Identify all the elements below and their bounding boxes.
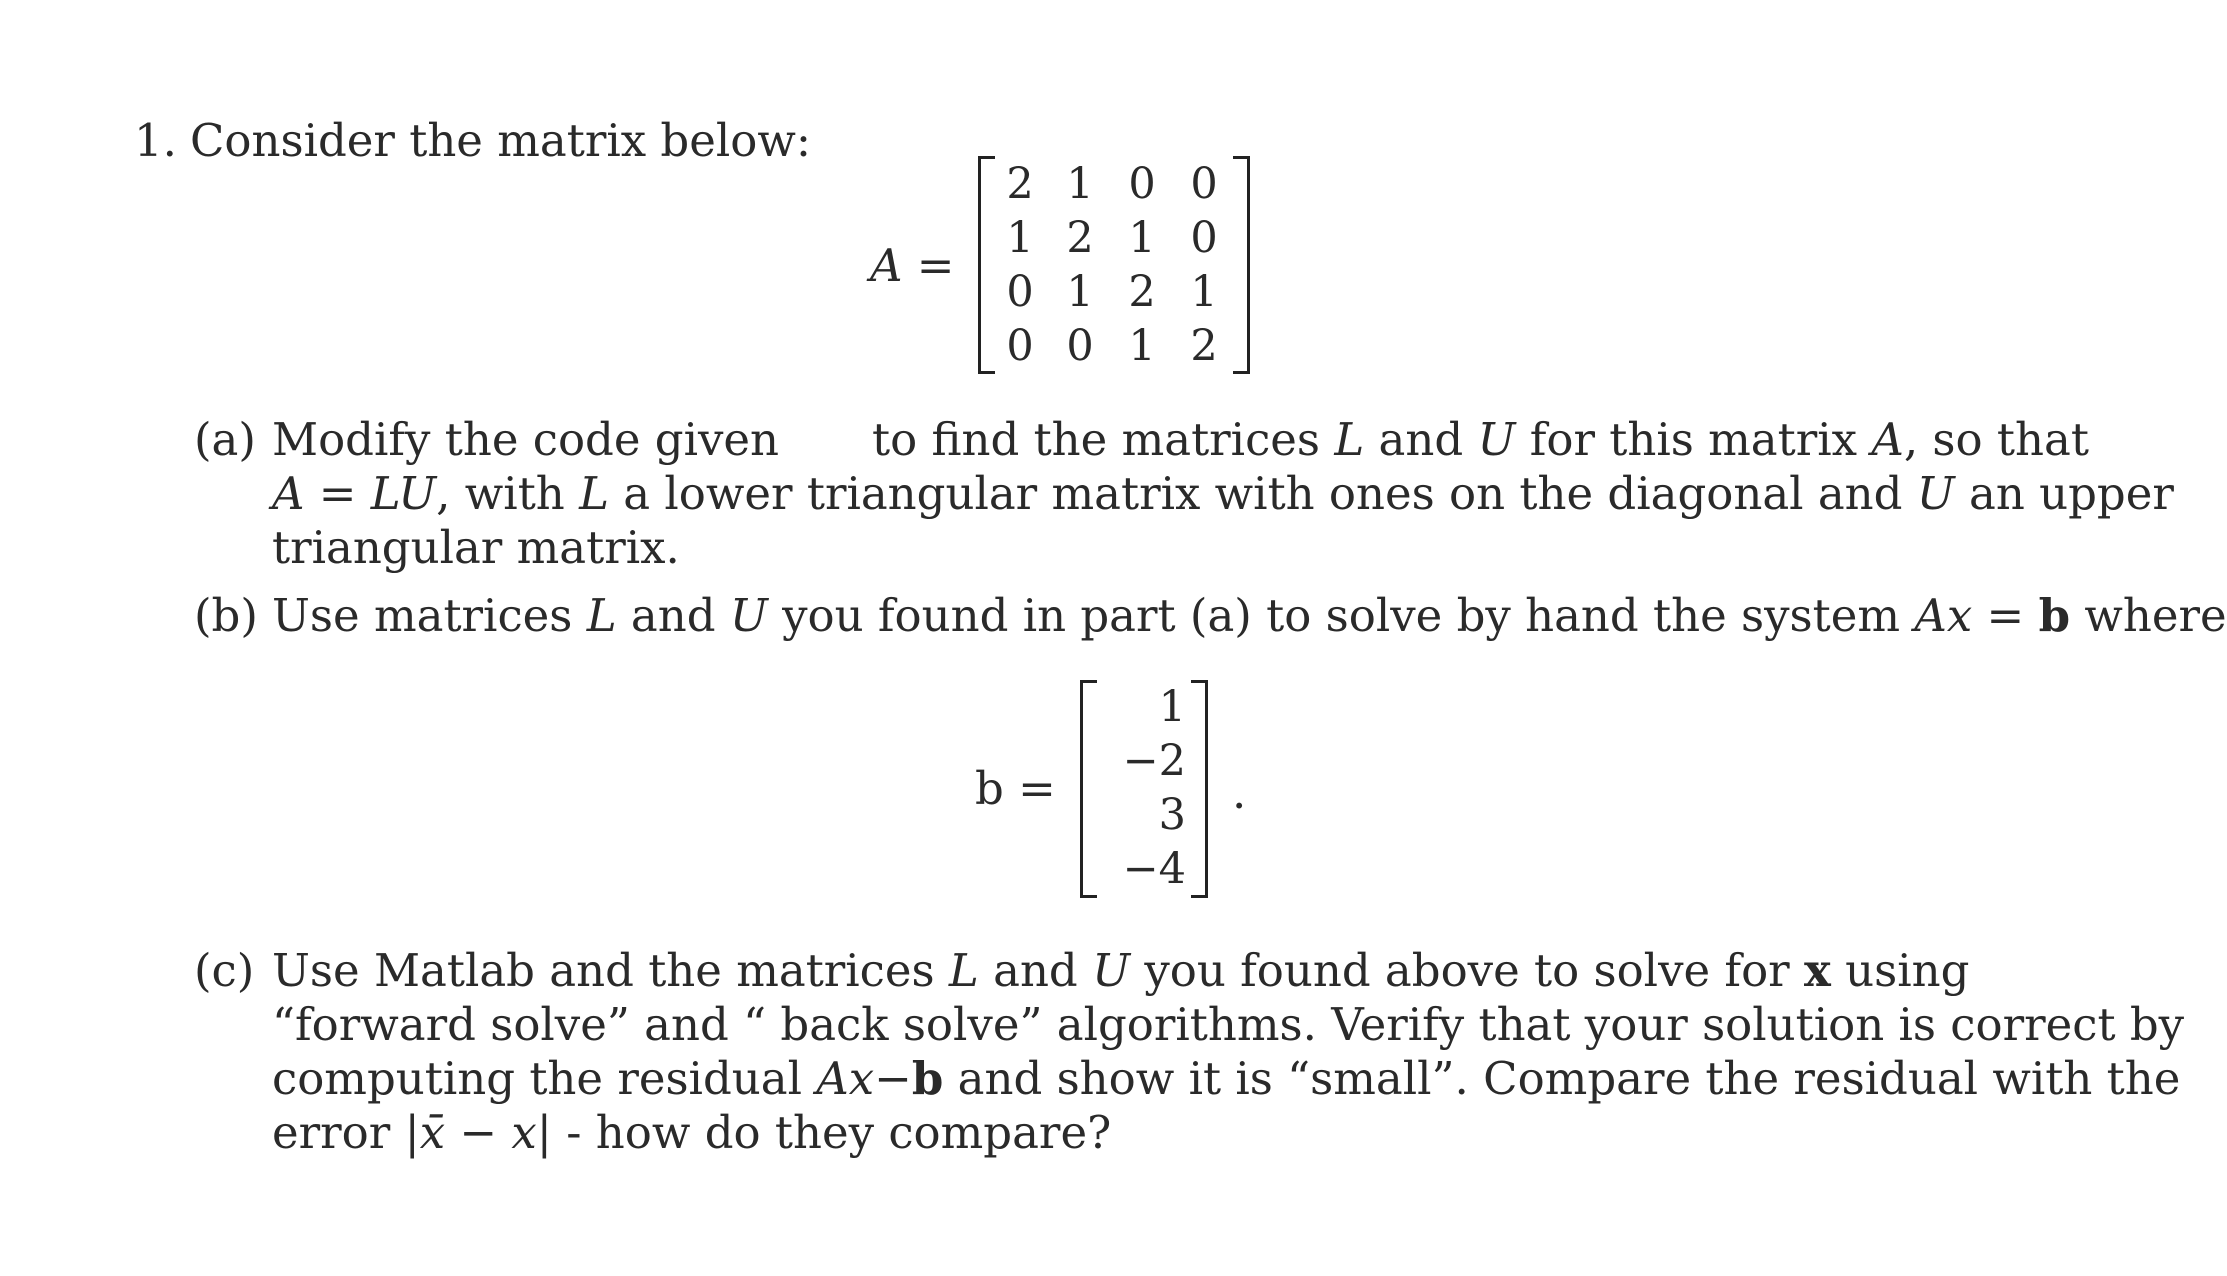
problem-number: 1. [134, 114, 177, 167]
part-c-line2: “forward solve” and “ back solve” algorithms. Verify that your solution is correct by [272, 998, 2185, 1051]
matrix-a-cell: 0 [1128, 159, 1156, 209]
part-a-line1: to find the matrices L and U for this matrix A, so that [872, 413, 2089, 466]
part-c-line4: error |x̄ − x| - how do they compare? [272, 1106, 1112, 1159]
vector-b-cell: −4 [1122, 844, 1186, 894]
matrix-a-cell: 1 [1190, 267, 1218, 317]
matrix-a-label: A = [870, 239, 955, 292]
vector-b-cell: 3 [1158, 790, 1186, 840]
matrix-a-cell: 2 [1066, 213, 1094, 263]
vector-b-period: . [1232, 766, 1247, 819]
matrix-a-cell: 1 [1128, 213, 1156, 263]
vector-b-cell: −2 [1122, 736, 1186, 786]
part-a-line2: A = LU, with L a lower triangular matrix with ones on the diagonal and U an upper [272, 467, 2174, 520]
part-c-marker: (c) [194, 944, 255, 997]
matrix-a-cell: 1 [1006, 213, 1034, 263]
problem-intro: Consider the matrix below: [190, 114, 812, 167]
matrix-a-cell: 0 [1006, 267, 1034, 317]
matrix-a-cell: 1 [1066, 267, 1094, 317]
part-b-line1: Use matrices L and U you found in part (a) to solve by hand the system Ax = b where [272, 589, 2227, 642]
matrix-a-cell: 2 [1190, 321, 1218, 371]
matrix-a-cell: 2 [1128, 267, 1156, 317]
matrix-a-cell: 2 [1006, 159, 1034, 209]
part-a-marker: (a) [194, 413, 256, 466]
matrix-a-cell: 0 [1190, 213, 1218, 263]
part-c-line3: computing the residual Ax−b and show it is “small”. Compare the residual with the [272, 1052, 2181, 1105]
matrix-a-cell: 1 [1128, 321, 1156, 371]
vector-b-label: b = [975, 762, 1056, 815]
part-b-marker: (b) [194, 589, 258, 642]
part-c-line1: Use Matlab and the matrices L and U you found above to solve for x using [272, 944, 1970, 997]
matrix-a-cell: 1 [1066, 159, 1094, 209]
matrix-a-cell: 0 [1066, 321, 1094, 371]
part-a-line1-start: Modify the code given [272, 413, 780, 466]
part-a-line3: triangular matrix. [272, 521, 680, 574]
matrix-a-cell: 0 [1006, 321, 1034, 371]
vector-b-cell: 1 [1158, 682, 1186, 732]
matrix-a-cell: 0 [1190, 159, 1218, 209]
